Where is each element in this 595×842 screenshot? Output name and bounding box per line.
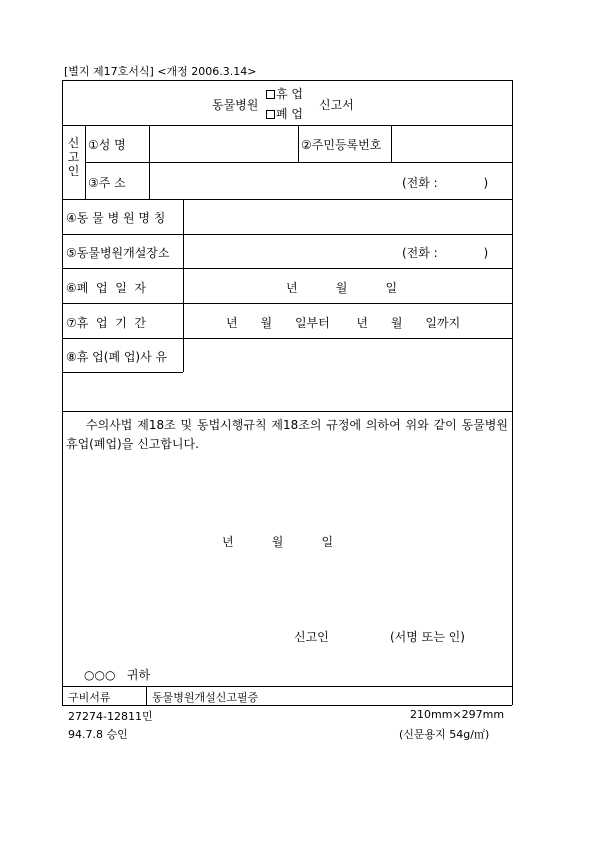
applicant-section-label: 신고인: [67, 136, 80, 178]
suspension-period-label: ⑦휴 업 기 간: [66, 316, 147, 330]
paper-spec: (신문용지 54g/㎡): [399, 728, 490, 741]
form-code: 27274-12811민: [68, 710, 153, 723]
checkbox-icon[interactable]: [266, 90, 275, 99]
suspension-period-field[interactable]: 년 월 일부터 년 월 일까지: [226, 316, 461, 330]
clinic-name-field[interactable]: [184, 200, 511, 233]
address-phone: (전화 : ): [402, 176, 489, 190]
reason-label: ⑧휴 업(폐 업)사 유: [66, 350, 168, 364]
form-header: [별지 제17호서식] <개정 2006.3.14>: [64, 65, 257, 78]
declaration-date[interactable]: 년 월 일: [222, 535, 334, 549]
option-suspension-label: 휴 업: [276, 87, 303, 101]
location-label: ⑤동물병원개설장소: [66, 246, 170, 260]
option-closure-label: 폐 업: [276, 107, 303, 121]
recipient: ○○○ 귀하: [84, 668, 151, 682]
attachments-label: 구비서류: [68, 691, 111, 704]
declaration-text: 수의사법 제18조 및 동법시행규칙 제18조의 규정에 의하여 위와 같이 동물병원 휴업(폐업)을 신고합니다.: [66, 418, 508, 451]
signature-note: (서명 또는 인): [390, 630, 465, 644]
name-field[interactable]: [150, 126, 297, 161]
clinic-name-label: ④동 물 병 원 명 칭: [66, 211, 166, 225]
approval-date: 94.7.8 승인: [68, 728, 128, 741]
name-label: ①성 명: [88, 138, 126, 152]
option-suspension[interactable]: [266, 85, 303, 102]
checkbox-icon[interactable]: [266, 110, 275, 119]
rrn-field[interactable]: [392, 126, 511, 161]
title-prefix: 동물병원: [212, 98, 259, 112]
title-suffix: 신고서: [319, 98, 354, 112]
option-closure[interactable]: [266, 105, 303, 122]
signer-label: 신고인: [294, 630, 329, 644]
reason-field[interactable]: [184, 339, 511, 410]
paper-size: 210mm×297mm: [410, 708, 505, 721]
attachments-value: 동물병원개설신고필증: [152, 691, 259, 704]
closure-date-field[interactable]: 년 월 일: [286, 281, 398, 295]
rrn-label: ②주민등록번호: [301, 138, 382, 152]
address-label: ③주 소: [88, 176, 126, 190]
location-phone: (전화 : ): [402, 246, 489, 260]
closure-date-label: ⑥폐 업 일 자: [66, 281, 147, 295]
